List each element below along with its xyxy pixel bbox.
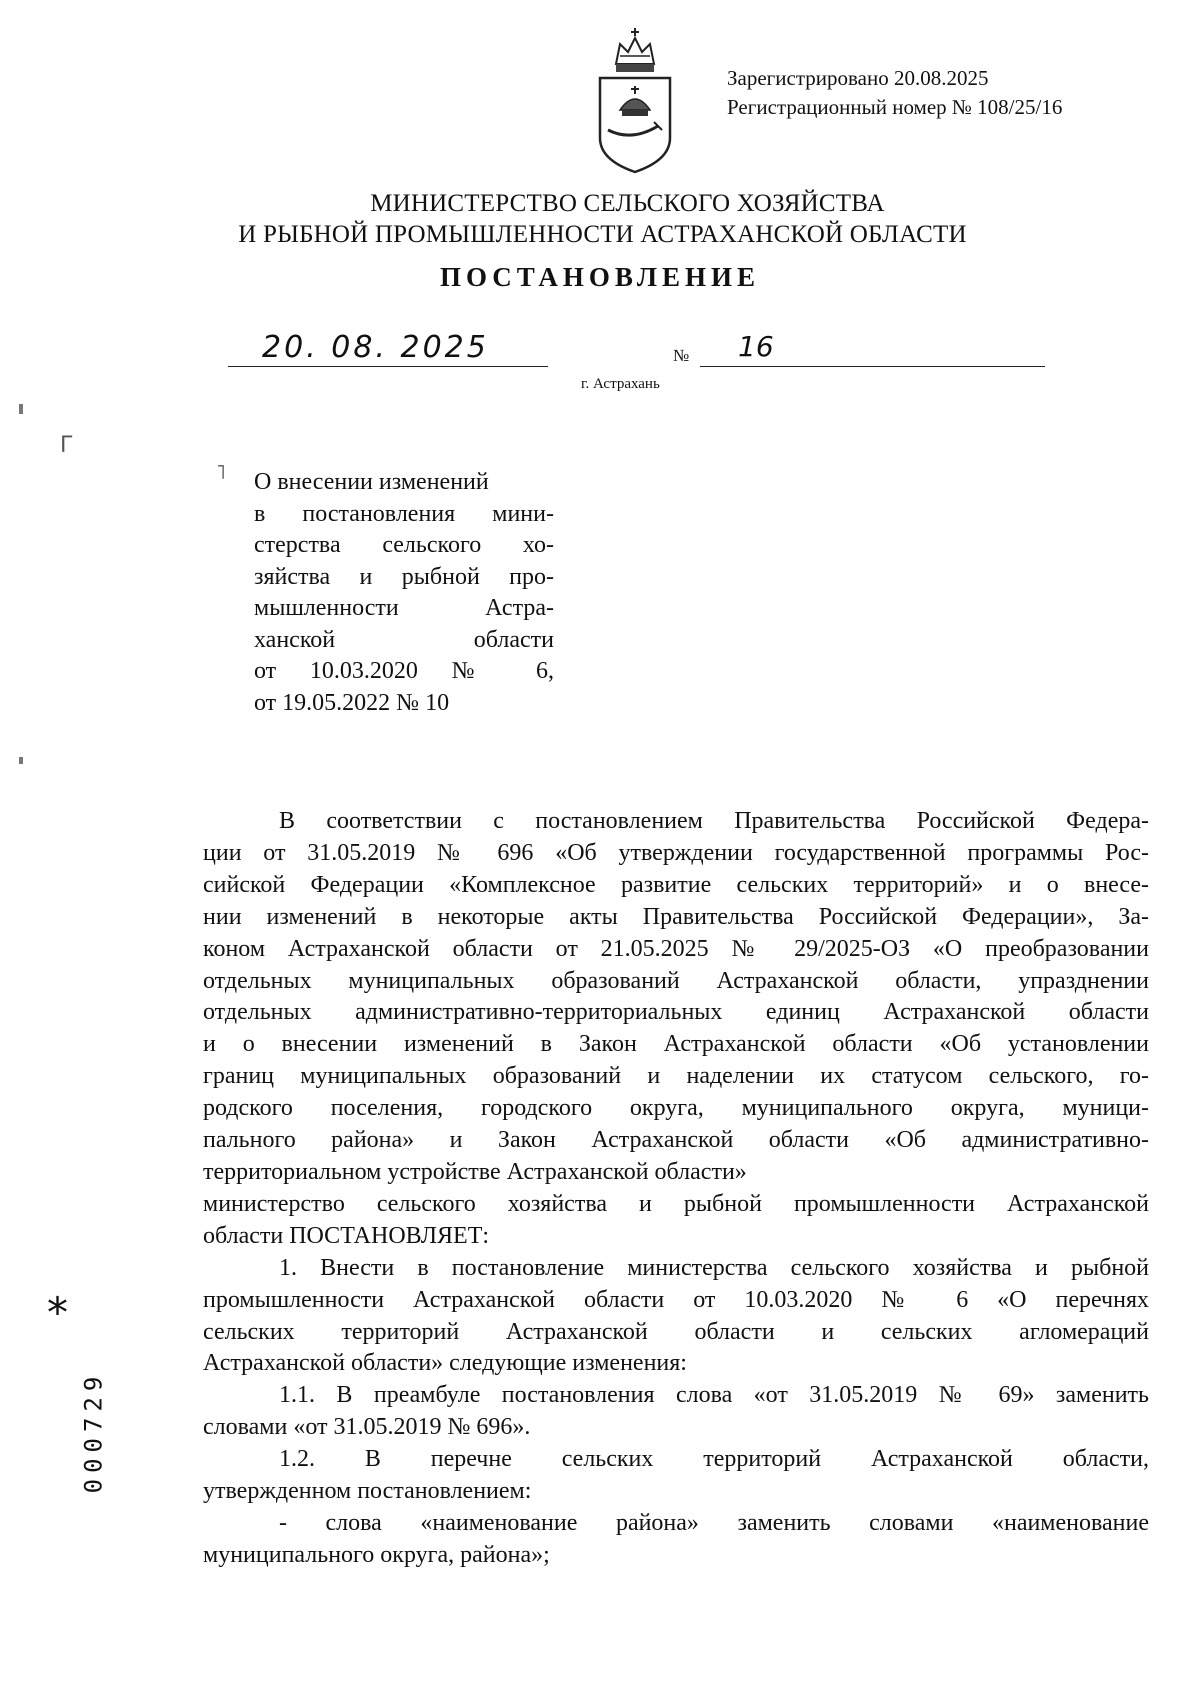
subject-line: от 10.03.2020 № 6,: [254, 658, 554, 684]
side-asterisk-mark: *: [47, 1288, 68, 1337]
body-line: словами «от 31.05.2019 № 696».: [203, 1414, 531, 1441]
subject-line: в постановления мини-: [254, 500, 554, 527]
registration-stamp: [727, 64, 1062, 122]
body-line: министерство сельского хозяйства и рыбной промышленности Астраханской: [203, 1190, 1149, 1217]
document-body: [203, 806, 1149, 1572]
ministry-name-line-1: МИНИСТЕРСТВО СЕЛЬСКОГО ХОЗЯЙСТВА: [370, 190, 885, 217]
body-line: сийской Федерации «Комплексное развитие сельских территорий» и о внесе-: [203, 871, 1149, 898]
margin-mark-2: [19, 757, 23, 764]
margin-mark-1: [19, 404, 23, 414]
body-line: отдельных муниципальных образований Астраханской области, упразднении: [203, 967, 1149, 994]
subject-corner-bracket: ˥: [216, 460, 226, 484]
ministry-name-line-2: И РЫБНОЙ ПРОМЫШЛЕННОСТИ АСТРАХАНСКОЙ ОБЛАСТИ: [238, 221, 967, 248]
subject-line: от 19.05.2022 № 10: [254, 689, 450, 716]
body-line: ции от 31.05.2019 № 696 «Об утверждении государственной программы Рос-: [203, 839, 1149, 866]
handwritten-number: 16: [738, 330, 774, 363]
subject-line: мышленности Астра-: [254, 595, 554, 621]
subject-line: стерства сельского хо-: [254, 532, 554, 558]
body-line: - слова «наименование района» заменить словами «наименование: [279, 1509, 1149, 1536]
body-line: 1.1. В преамбуле постановления слова «от 31.05.2019 № 69» заменить: [279, 1382, 1149, 1409]
number-label: №: [673, 346, 690, 365]
ministry-name: [0, 188, 1200, 250]
body-line: отдельных административно-территориальных единиц Астраханской области: [203, 999, 1149, 1026]
side-serial-number: 000729: [79, 1370, 108, 1494]
body-line: и о внесении изменений в Закон Астраханской области «Об установлении: [203, 1031, 1149, 1058]
body-line: В соответствии с постановлением Правительства Российской Федера-: [279, 808, 1149, 834]
subject-line: зяйства и рыбной про-: [254, 563, 554, 590]
body-line: коном Астраханской области от 21.05.2025 № 29/2025-ОЗ «О преобразовании: [203, 935, 1149, 962]
document-type-title: ПОСТАНОВЛЕНИЕ: [439, 262, 761, 292]
body-line: утвержденном постановлением:: [203, 1478, 532, 1505]
registration-date: Зарегистрировано 20.08.2025: [727, 66, 989, 90]
body-line: 1. Внести в постановление министерства сельского хозяйства и рыбной: [279, 1254, 1149, 1281]
subject-block: [254, 467, 554, 719]
date-underline: [228, 366, 548, 367]
body-line: сельских территорий Астраханской области и сельских агломераций: [203, 1318, 1149, 1345]
body-line: территориальном устройстве Астраханской области»: [203, 1158, 747, 1185]
body-line: родского поселения, городского округа, муниципального округа, муници-: [203, 1095, 1149, 1122]
body-line: области ПОСТАНОВЛЯЕТ:: [203, 1222, 490, 1249]
coat-of-arms-emblem: [596, 26, 674, 176]
body-line: муниципального округа, района»;: [203, 1541, 550, 1568]
subject-line: ханской области: [254, 626, 554, 653]
registration-number: Регистрационный номер № 108/25/16: [727, 95, 1063, 119]
body-line: нии изменений в некоторые акты Правительства Российской Федерации», За-: [203, 903, 1149, 930]
body-line: 1.2. В перечне сельских территорий Астраханской области,: [279, 1446, 1149, 1473]
city-label: г. Астрахань: [581, 376, 660, 392]
body-line: пального района» и Закон Астраханской области «Об административно-: [203, 1127, 1149, 1154]
handwritten-date: 20. 08. 2025: [262, 330, 489, 365]
body-line: промышленности Астраханской области от 10.03.2020 № 6 «О перечнях: [203, 1286, 1149, 1313]
number-underline: [700, 366, 1045, 367]
body-line: Астраханской области» следующие изменения:: [203, 1350, 687, 1377]
body-line: границ муниципальных образований и наделении их статусом сельского, го-: [203, 1063, 1149, 1090]
subject-line: О внесении изменений: [254, 469, 489, 495]
left-corner-bracket: Γ: [60, 433, 73, 458]
